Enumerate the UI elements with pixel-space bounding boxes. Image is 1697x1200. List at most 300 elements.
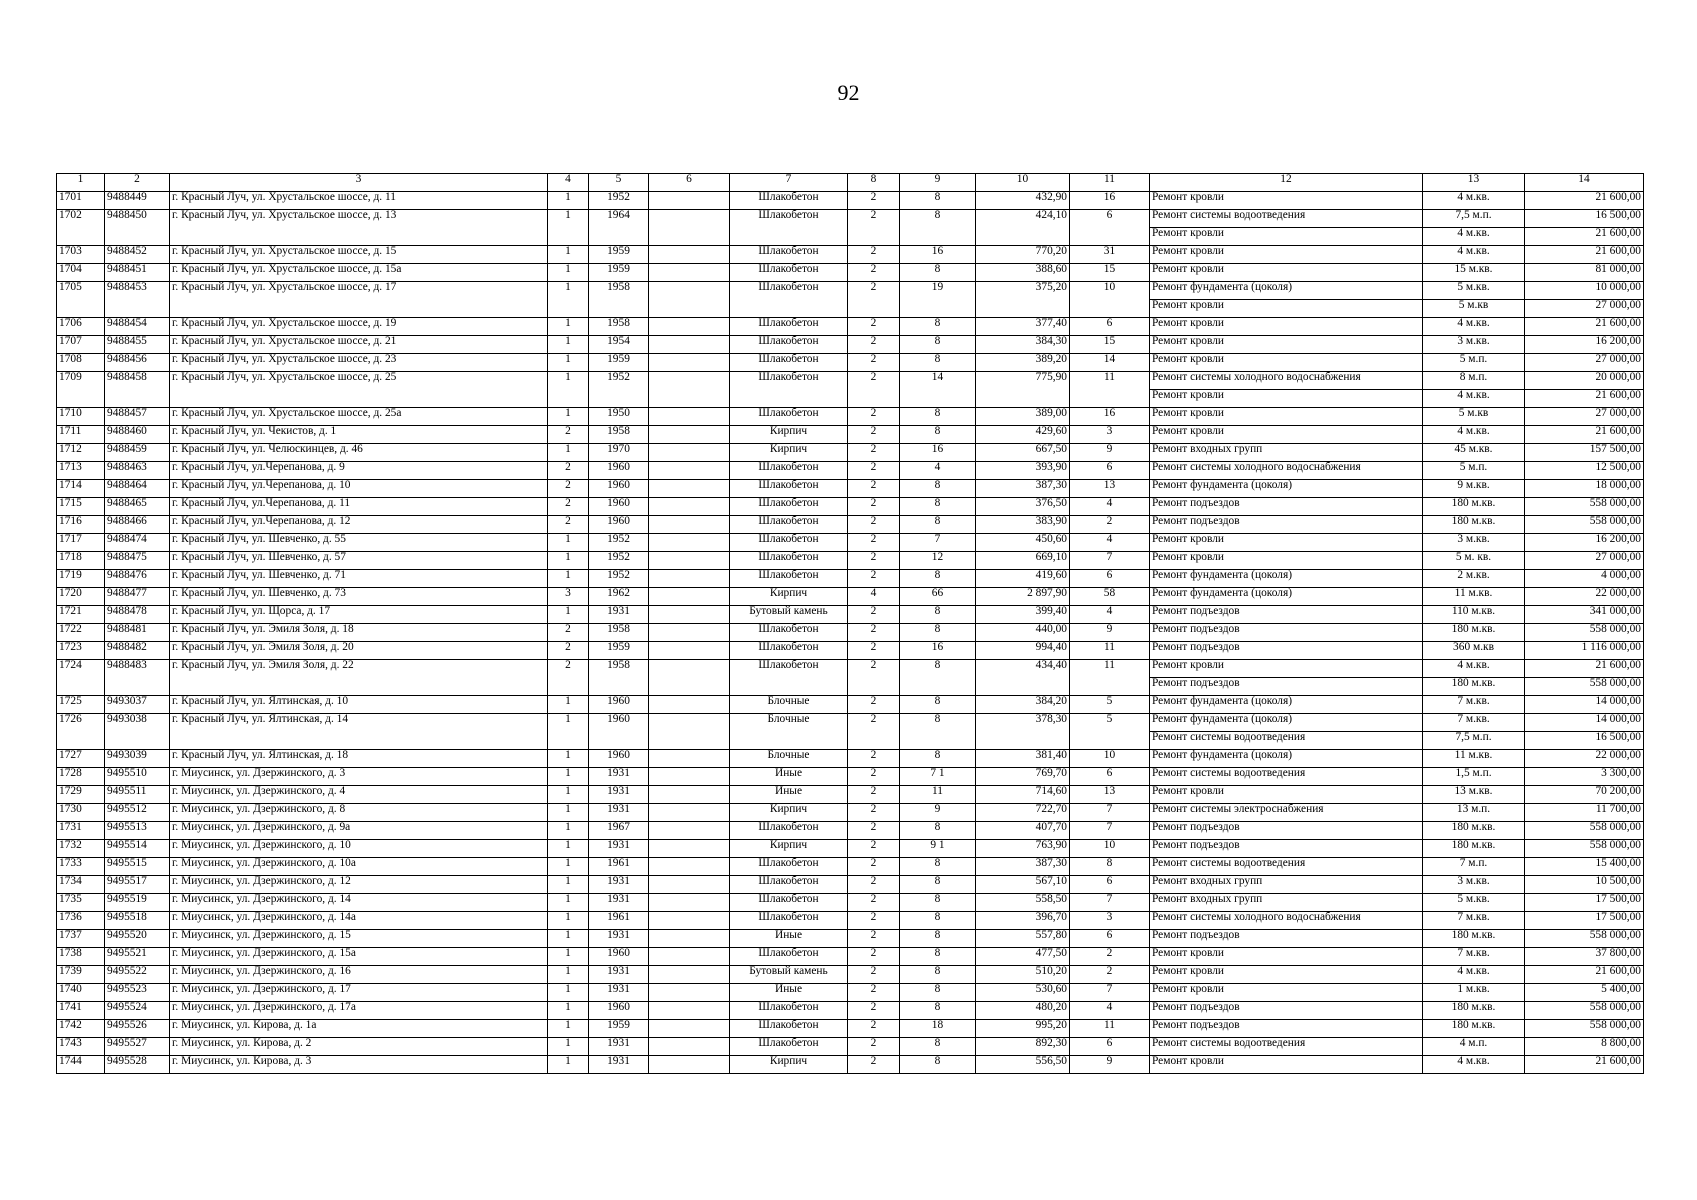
house-id: 9488475	[105, 552, 170, 570]
work-cost-cell: 21 600,00	[1525, 228, 1644, 246]
work-name-cell: Ремонт кровли	[1150, 264, 1423, 282]
col11-value: 14	[1070, 354, 1150, 372]
work-cost-cell: 70 200,00	[1525, 786, 1644, 804]
col6-value	[649, 930, 730, 948]
work-quantity-cell: 360 м.кв	[1423, 642, 1525, 660]
row-number: 1744	[57, 1056, 105, 1074]
registry-body	[57, 174, 1644, 1074]
material-cell: Шлакобетон	[730, 516, 848, 534]
work-name-cell: Ремонт фундамента (цоколя)	[1150, 588, 1423, 606]
col4-value: 1	[548, 804, 589, 822]
work-quantity-cell: 13 м.п.	[1423, 804, 1525, 822]
col4-value: 1	[548, 336, 589, 354]
work-cost-cell: 558 000,00	[1525, 498, 1644, 516]
work-quantity-cell: 4 м.п.	[1423, 1038, 1525, 1056]
table-row	[57, 804, 1644, 822]
table-row	[57, 696, 1644, 714]
work-quantity-cell: 1,5 м.п.	[1423, 768, 1525, 786]
col8-value: 4	[848, 588, 900, 606]
material-cell: Шлакобетон	[730, 408, 848, 426]
row-number: 1720	[57, 588, 105, 606]
col11-value: 9	[1070, 444, 1150, 462]
material-cell: Шлакобетон	[730, 534, 848, 552]
work-quantity-cell: 5 м.кв	[1423, 300, 1525, 318]
col8-value: 2	[848, 966, 900, 984]
year-cell: 1958	[589, 282, 649, 318]
work-quantity-cell: 5 м.кв	[1423, 408, 1525, 426]
col11-value: 10	[1070, 282, 1150, 318]
house-id: 9495522	[105, 966, 170, 984]
work-cost-cell: 8 800,00	[1525, 1038, 1644, 1056]
house-id: 9495512	[105, 804, 170, 822]
col9-value: 8	[900, 606, 976, 624]
work-quantity-cell: 180 м.кв.	[1423, 516, 1525, 534]
work-quantity-cell: 3 м.кв.	[1423, 336, 1525, 354]
address-cell: г. Красный Луч, ул. Эмиля Золя, д. 18	[170, 624, 548, 642]
col4-value: 1	[548, 192, 589, 210]
work-cost-cell: 27 000,00	[1525, 354, 1644, 372]
col8-value: 2	[848, 408, 900, 426]
address-cell: г. Красный Луч, ул. Шевченко, д. 71	[170, 570, 548, 588]
area-cell: 556,50	[976, 1056, 1070, 1074]
address-cell: г. Миусинск, ул. Дзержинского, д. 9а	[170, 822, 548, 840]
material-cell: Кирпич	[730, 840, 848, 858]
col9-value: 8	[900, 912, 976, 930]
col9-value: 8	[900, 264, 976, 282]
col9-value: 8	[900, 984, 976, 1002]
house-id: 9495514	[105, 840, 170, 858]
year-cell: 1950	[589, 408, 649, 426]
table-row	[57, 966, 1644, 984]
area-cell: 399,40	[976, 606, 1070, 624]
col11-value: 58	[1070, 588, 1150, 606]
col4-value: 1	[548, 840, 589, 858]
address-cell: г. Миусинск, ул. Дзержинского, д. 8	[170, 804, 548, 822]
year-cell: 1931	[589, 894, 649, 912]
year-cell: 1958	[589, 426, 649, 444]
work-cost-cell: 18 000,00	[1525, 480, 1644, 498]
col6-value	[649, 966, 730, 984]
year-cell: 1959	[589, 354, 649, 372]
col6-value	[649, 606, 730, 624]
area-cell: 389,20	[976, 354, 1070, 372]
work-quantity-cell: 11 м.кв.	[1423, 588, 1525, 606]
table-row	[57, 642, 1644, 660]
material-cell: Шлакобетон	[730, 1002, 848, 1020]
year-cell: 1952	[589, 372, 649, 408]
work-quantity-cell: 1 м.кв.	[1423, 984, 1525, 1002]
work-cost-cell: 12 500,00	[1525, 462, 1644, 480]
material-cell: Шлакобетон	[730, 462, 848, 480]
work-name-cell: Ремонт входных групп	[1150, 444, 1423, 462]
col4-value: 1	[548, 786, 589, 804]
area-cell: 384,30	[976, 336, 1070, 354]
work-name-cell: Ремонт подъездов	[1150, 840, 1423, 858]
col4-value: 1	[548, 858, 589, 876]
area-cell: 389,00	[976, 408, 1070, 426]
row-number: 1743	[57, 1038, 105, 1056]
work-quantity-cell: 15 м.кв.	[1423, 264, 1525, 282]
work-cost-cell: 21 600,00	[1525, 318, 1644, 336]
table-row	[57, 210, 1644, 228]
table-row	[57, 336, 1644, 354]
material-cell: Шлакобетон	[730, 336, 848, 354]
address-cell: г. Миусинск, ул. Дзержинского, д. 17	[170, 984, 548, 1002]
address-cell: г. Красный Луч, ул. Эмиля Золя, д. 22	[170, 660, 548, 696]
year-cell: 1931	[589, 876, 649, 894]
col8-value: 2	[848, 822, 900, 840]
col9-value: 8	[900, 966, 976, 984]
row-number: 1739	[57, 966, 105, 984]
col9-value: 8	[900, 714, 976, 750]
area-cell: 381,40	[976, 750, 1070, 768]
row-number: 1714	[57, 480, 105, 498]
table-row	[57, 948, 1644, 966]
col8-value: 2	[848, 444, 900, 462]
col11-value: 6	[1070, 318, 1150, 336]
col6-value	[649, 354, 730, 372]
col11-value: 13	[1070, 480, 1150, 498]
row-number: 1709	[57, 372, 105, 408]
col8-value: 2	[848, 516, 900, 534]
col9-value: 8	[900, 930, 976, 948]
table-row	[57, 372, 1644, 390]
col11-value: 4	[1070, 498, 1150, 516]
col4-value: 1	[548, 894, 589, 912]
year-cell: 1959	[589, 264, 649, 282]
address-cell: г. Красный Луч, ул. Эмиля Золя, д. 20	[170, 642, 548, 660]
table-row	[57, 1038, 1644, 1056]
work-name-cell: Ремонт подъездов	[1150, 642, 1423, 660]
area-cell: 376,50	[976, 498, 1070, 516]
col11-value: 6	[1070, 768, 1150, 786]
house-id: 9495527	[105, 1038, 170, 1056]
house-id: 9488458	[105, 372, 170, 408]
house-id: 9488465	[105, 498, 170, 516]
table-row	[57, 516, 1644, 534]
material-cell: Блочные	[730, 714, 848, 750]
col9-value: 16	[900, 444, 976, 462]
col9-value: 18	[900, 1020, 976, 1038]
work-cost-cell: 37 800,00	[1525, 948, 1644, 966]
col4-value: 1	[548, 822, 589, 840]
material-cell: Шлакобетон	[730, 858, 848, 876]
col8-value: 2	[848, 642, 900, 660]
address-cell: г. Красный Луч, ул. Шевченко, д. 73	[170, 588, 548, 606]
row-number: 1713	[57, 462, 105, 480]
table-row	[57, 894, 1644, 912]
row-number: 1730	[57, 804, 105, 822]
col8-value: 2	[848, 1020, 900, 1038]
col8-value: 2	[848, 930, 900, 948]
col8-value: 2	[848, 624, 900, 642]
table-row	[57, 786, 1644, 804]
col4-value: 1	[548, 1056, 589, 1074]
col11-value: 5	[1070, 714, 1150, 750]
address-cell: г. Красный Луч, ул. Хрустальское шоссе, д. 15	[170, 246, 548, 264]
work-cost-cell: 27 000,00	[1525, 408, 1644, 426]
work-cost-cell: 21 600,00	[1525, 1056, 1644, 1074]
table-row	[57, 444, 1644, 462]
house-id: 9495526	[105, 1020, 170, 1038]
work-cost-cell: 341 000,00	[1525, 606, 1644, 624]
work-quantity-cell: 180 м.кв.	[1423, 822, 1525, 840]
table-row	[57, 822, 1644, 840]
area-cell: 775,90	[976, 372, 1070, 408]
row-number: 1729	[57, 786, 105, 804]
col6-value	[649, 840, 730, 858]
work-cost-cell: 10 500,00	[1525, 876, 1644, 894]
work-cost-cell: 10 000,00	[1525, 282, 1644, 300]
col9-value: 16	[900, 642, 976, 660]
col4-value: 1	[548, 408, 589, 426]
work-name-cell: Ремонт фундамента (цоколя)	[1150, 480, 1423, 498]
work-quantity-cell: 5 м.кв.	[1423, 894, 1525, 912]
address-cell: г. Миусинск, ул. Дзержинского, д. 14	[170, 894, 548, 912]
col11-value: 16	[1070, 192, 1150, 210]
col6-value	[649, 750, 730, 768]
work-name-cell: Ремонт фундамента (цоколя)	[1150, 570, 1423, 588]
address-cell: г. Красный Луч, ул.Черепанова, д. 11	[170, 498, 548, 516]
col6-value	[649, 498, 730, 516]
col4-value: 1	[548, 570, 589, 588]
year-cell: 1959	[589, 1020, 649, 1038]
table-row	[57, 912, 1644, 930]
material-cell: Шлакобетон	[730, 498, 848, 516]
year-cell: 1967	[589, 822, 649, 840]
work-cost-cell: 21 600,00	[1525, 390, 1644, 408]
material-cell: Шлакобетон	[730, 660, 848, 696]
year-cell: 1931	[589, 840, 649, 858]
work-cost-cell: 558 000,00	[1525, 1020, 1644, 1038]
col9-value: 8	[900, 426, 976, 444]
col6-value	[649, 282, 730, 318]
column-number: 7	[730, 174, 848, 192]
work-cost-cell: 22 000,00	[1525, 750, 1644, 768]
row-number: 1717	[57, 534, 105, 552]
col4-value: 2	[548, 426, 589, 444]
address-cell: г. Миусинск, ул. Дзержинского, д. 17а	[170, 1002, 548, 1020]
col9-value: 9 1	[900, 840, 976, 858]
material-cell: Шлакобетон	[730, 1038, 848, 1056]
work-name-cell: Ремонт системы холодного водоснабжения	[1150, 372, 1423, 390]
col8-value: 2	[848, 534, 900, 552]
col4-value: 1	[548, 912, 589, 930]
col9-value: 8	[900, 498, 976, 516]
address-cell: г. Красный Луч, ул.Черепанова, д. 12	[170, 516, 548, 534]
material-cell: Шлакобетон	[730, 246, 848, 264]
col11-value: 3	[1070, 426, 1150, 444]
col9-value: 8	[900, 696, 976, 714]
column-number: 9	[900, 174, 976, 192]
row-number: 1734	[57, 876, 105, 894]
work-name-cell: Ремонт кровли	[1150, 534, 1423, 552]
material-cell: Кирпич	[730, 444, 848, 462]
work-quantity-cell: 11 м.кв.	[1423, 750, 1525, 768]
work-name-cell: Ремонт системы водоотведения	[1150, 858, 1423, 876]
area-cell: 387,30	[976, 480, 1070, 498]
work-name-cell: Ремонт фундамента (цоколя)	[1150, 696, 1423, 714]
year-cell: 1961	[589, 912, 649, 930]
year-cell: 1931	[589, 768, 649, 786]
work-name-cell: Ремонт фундамента (цоколя)	[1150, 714, 1423, 732]
address-cell: г. Красный Луч, ул. Челюскинцев, д. 46	[170, 444, 548, 462]
col11-value: 8	[1070, 858, 1150, 876]
house-id: 9488456	[105, 354, 170, 372]
col6-value	[649, 516, 730, 534]
house-id: 9488450	[105, 210, 170, 246]
year-cell: 1960	[589, 714, 649, 750]
col9-value: 8	[900, 894, 976, 912]
work-name-cell: Ремонт кровли	[1150, 390, 1423, 408]
material-cell: Бутовый камень	[730, 606, 848, 624]
work-name-cell: Ремонт подъездов	[1150, 678, 1423, 696]
work-quantity-cell: 4 м.кв.	[1423, 246, 1525, 264]
material-cell: Шлакобетон	[730, 894, 848, 912]
material-cell: Шлакобетон	[730, 372, 848, 408]
address-cell: г. Миусинск, ул. Дзержинского, д. 4	[170, 786, 548, 804]
col6-value	[649, 246, 730, 264]
work-quantity-cell: 180 м.кв.	[1423, 678, 1525, 696]
work-name-cell: Ремонт подъездов	[1150, 516, 1423, 534]
table-row	[57, 282, 1644, 300]
house-id: 9488477	[105, 588, 170, 606]
area-cell: 477,50	[976, 948, 1070, 966]
work-name-cell: Ремонт входных групп	[1150, 894, 1423, 912]
work-cost-cell: 16 500,00	[1525, 210, 1644, 228]
col9-value: 8	[900, 480, 976, 498]
work-name-cell: Ремонт подъездов	[1150, 498, 1423, 516]
address-cell: г. Красный Луч, ул.Черепанова, д. 10	[170, 480, 548, 498]
work-cost-cell: 15 400,00	[1525, 858, 1644, 876]
column-number: 14	[1525, 174, 1644, 192]
row-number: 1740	[57, 984, 105, 1002]
area-cell: 667,50	[976, 444, 1070, 462]
col8-value: 2	[848, 192, 900, 210]
col9-value: 8	[900, 1038, 976, 1056]
year-cell: 1960	[589, 462, 649, 480]
work-cost-cell: 22 000,00	[1525, 588, 1644, 606]
col6-value	[649, 822, 730, 840]
material-cell: Шлакобетон	[730, 912, 848, 930]
row-number: 1707	[57, 336, 105, 354]
work-quantity-cell: 5 м.п.	[1423, 462, 1525, 480]
house-id: 9488474	[105, 534, 170, 552]
work-cost-cell: 157 500,00	[1525, 444, 1644, 462]
area-cell: 770,20	[976, 246, 1070, 264]
row-number: 1732	[57, 840, 105, 858]
year-cell: 1931	[589, 786, 649, 804]
col8-value: 2	[848, 894, 900, 912]
work-cost-cell: 11 700,00	[1525, 804, 1644, 822]
material-cell: Кирпич	[730, 588, 848, 606]
column-number: 12	[1150, 174, 1423, 192]
address-cell: г. Красный Луч, ул. Хрустальское шоссе, д. 21	[170, 336, 548, 354]
col11-value: 11	[1070, 660, 1150, 696]
work-quantity-cell: 2 м.кв.	[1423, 570, 1525, 588]
col8-value: 2	[848, 948, 900, 966]
material-cell: Иные	[730, 984, 848, 1002]
col6-value	[649, 1056, 730, 1074]
col6-value	[649, 318, 730, 336]
col9-value: 12	[900, 552, 976, 570]
col6-value	[649, 1002, 730, 1020]
col4-value: 1	[548, 930, 589, 948]
area-cell: 994,40	[976, 642, 1070, 660]
year-cell: 1970	[589, 444, 649, 462]
table-row	[57, 192, 1644, 210]
row-number: 1704	[57, 264, 105, 282]
year-cell: 1958	[589, 318, 649, 336]
col8-value: 2	[848, 246, 900, 264]
col6-value	[649, 408, 730, 426]
col4-value: 1	[548, 354, 589, 372]
col11-value: 9	[1070, 624, 1150, 642]
area-cell: 769,70	[976, 768, 1070, 786]
house-id: 9488482	[105, 642, 170, 660]
row-number: 1736	[57, 912, 105, 930]
col11-value: 11	[1070, 642, 1150, 660]
col11-value: 4	[1070, 606, 1150, 624]
year-cell: 1961	[589, 858, 649, 876]
col8-value: 2	[848, 660, 900, 696]
year-cell: 1962	[589, 588, 649, 606]
work-name-cell: Ремонт входных групп	[1150, 876, 1423, 894]
area-cell: 763,90	[976, 840, 1070, 858]
work-name-cell: Ремонт кровли	[1150, 966, 1423, 984]
column-number: 1	[57, 174, 105, 192]
work-quantity-cell: 7 м.кв.	[1423, 948, 1525, 966]
col11-value: 31	[1070, 246, 1150, 264]
work-quantity-cell: 180 м.кв.	[1423, 930, 1525, 948]
table-row	[57, 840, 1644, 858]
col4-value: 1	[548, 768, 589, 786]
work-cost-cell: 21 600,00	[1525, 966, 1644, 984]
work-quantity-cell: 13 м.кв.	[1423, 786, 1525, 804]
house-id: 9488449	[105, 192, 170, 210]
material-cell: Блочные	[730, 750, 848, 768]
col4-value: 1	[548, 444, 589, 462]
row-number: 1708	[57, 354, 105, 372]
work-name-cell: Ремонт подъездов	[1150, 624, 1423, 642]
work-name-cell: Ремонт кровли	[1150, 228, 1423, 246]
col6-value	[649, 624, 730, 642]
material-cell: Шлакобетон	[730, 264, 848, 282]
work-name-cell: Ремонт системы электроснабжения	[1150, 804, 1423, 822]
col11-value: 16	[1070, 408, 1150, 426]
col6-value	[649, 642, 730, 660]
col4-value: 1	[548, 282, 589, 318]
column-number: 10	[976, 174, 1070, 192]
col8-value: 2	[848, 912, 900, 930]
year-cell: 1931	[589, 930, 649, 948]
col8-value: 2	[848, 768, 900, 786]
address-cell: г. Миусинск, ул. Дзержинского, д. 10а	[170, 858, 548, 876]
row-number: 1733	[57, 858, 105, 876]
material-cell: Шлакобетон	[730, 570, 848, 588]
work-cost-cell: 27 000,00	[1525, 300, 1644, 318]
material-cell: Иные	[730, 786, 848, 804]
work-name-cell: Ремонт системы холодного водоснабжения	[1150, 912, 1423, 930]
work-quantity-cell: 110 м.кв.	[1423, 606, 1525, 624]
address-cell: г. Красный Луч, ул. Хрустальское шоссе, д. 17	[170, 282, 548, 318]
work-name-cell: Ремонт подъездов	[1150, 1002, 1423, 1020]
table-row	[57, 462, 1644, 480]
house-id: 9488459	[105, 444, 170, 462]
col9-value: 19	[900, 282, 976, 318]
col6-value	[649, 984, 730, 1002]
work-name-cell: Ремонт кровли	[1150, 408, 1423, 426]
